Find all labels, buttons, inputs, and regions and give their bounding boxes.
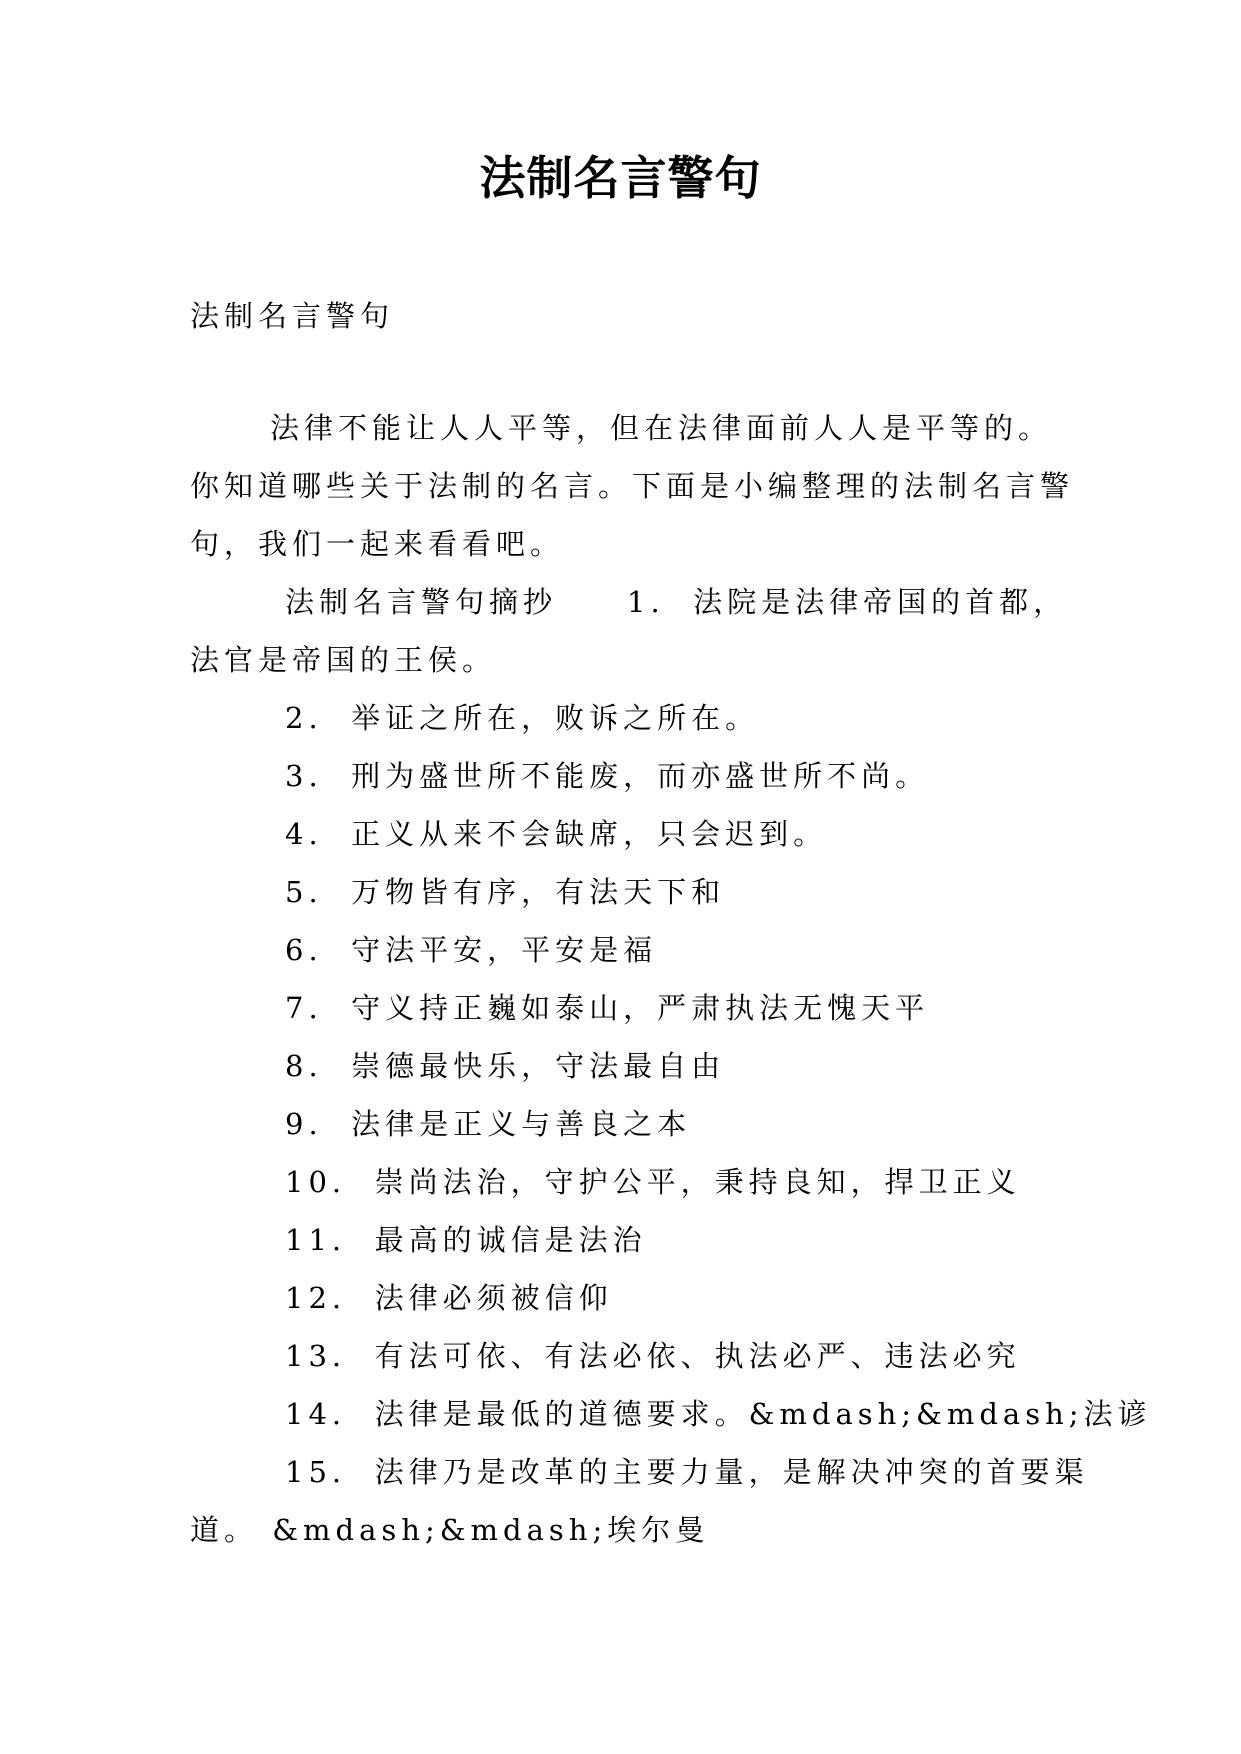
list-item — [285, 1452, 1089, 1492]
item-text: 刑为盛世所不能废，而亦盛世所不尚。 — [351, 759, 930, 793]
item-number: 9. — [285, 1107, 323, 1141]
item-number: 13. — [285, 1339, 347, 1373]
item-number: 4. — [285, 817, 323, 851]
item-15-continuation: 道。 &mdash;&mdash;埃尔曼 — [190, 1513, 710, 1547]
item-text: 最高的诚信是法治 — [374, 1223, 647, 1257]
list-item — [285, 1394, 1152, 1434]
list-item — [285, 1046, 725, 1086]
section-heading-line — [285, 582, 1067, 622]
item-number: 15. — [285, 1455, 347, 1489]
intro-line-2: 你知道哪些关于法制的名言。下面是小编整理的法制名言警 — [190, 469, 1075, 503]
item-number: 12. — [285, 1281, 347, 1315]
item-text: 法院是法律帝国的首都， — [693, 585, 1068, 619]
item-number: 5. — [285, 875, 323, 909]
item-number: 11. — [285, 1223, 347, 1257]
list-item — [285, 988, 929, 1028]
list-item — [285, 930, 657, 970]
item-text: 崇尚法治，守护公平，秉持良知，捍卫正义 — [374, 1165, 1021, 1199]
list-item — [285, 756, 929, 796]
intro-line-3: 句，我们一起来看看吧。 — [190, 527, 565, 561]
item-number: 2. — [285, 701, 323, 735]
item-number: 3. — [285, 759, 323, 793]
item-number: 6. — [285, 933, 323, 967]
document-subtitle: 法制名言警句 — [190, 299, 395, 333]
item-number: 7. — [285, 991, 323, 1025]
list-item — [285, 814, 827, 854]
intro-line-1: 法律不能让人人平等，但在法律面前人人是平等的。 — [270, 411, 1053, 445]
item-number: 14. — [285, 1397, 347, 1431]
item-text: 崇德最快乐，守法最自由 — [351, 1049, 726, 1083]
item-number: 10. — [285, 1165, 347, 1199]
item-number: 8. — [285, 1049, 323, 1083]
item-text: 守法平安，平安是福 — [351, 933, 658, 967]
item-number: 1. — [627, 585, 665, 619]
list-item — [285, 1336, 1021, 1376]
section-heading: 法制名言警句摘抄 — [285, 585, 558, 619]
item-text: 法律是正义与善良之本 — [351, 1107, 692, 1141]
item-text: 法律乃是改革的主要力量，是解决冲突的首要渠 — [374, 1455, 1089, 1489]
list-item — [285, 1104, 691, 1144]
item-text: 守义持正巍如泰山，严肃执法无愧天平 — [351, 991, 930, 1025]
document-title: 法制名言警句 — [479, 151, 762, 205]
list-item — [285, 698, 759, 738]
item-text: 有法可依、有法必依、执法必严、违法必究 — [374, 1339, 1021, 1373]
item-text: 举证之所在，败诉之所在。 — [351, 701, 760, 735]
item-1-continuation: 法官是帝国的王侯。 — [190, 643, 497, 677]
item-text: 法律是最低的道德要求。&mdash;&mdash;法谚 — [374, 1397, 1152, 1431]
item-text: 法律必须被信仰 — [374, 1281, 613, 1315]
list-item — [285, 872, 725, 912]
list-item — [285, 1220, 647, 1260]
list-item — [285, 1162, 1021, 1202]
list-item — [285, 1278, 613, 1318]
item-text: 万物皆有序，有法天下和 — [351, 875, 726, 909]
item-text: 正义从来不会缺席，只会迟到。 — [351, 817, 828, 851]
